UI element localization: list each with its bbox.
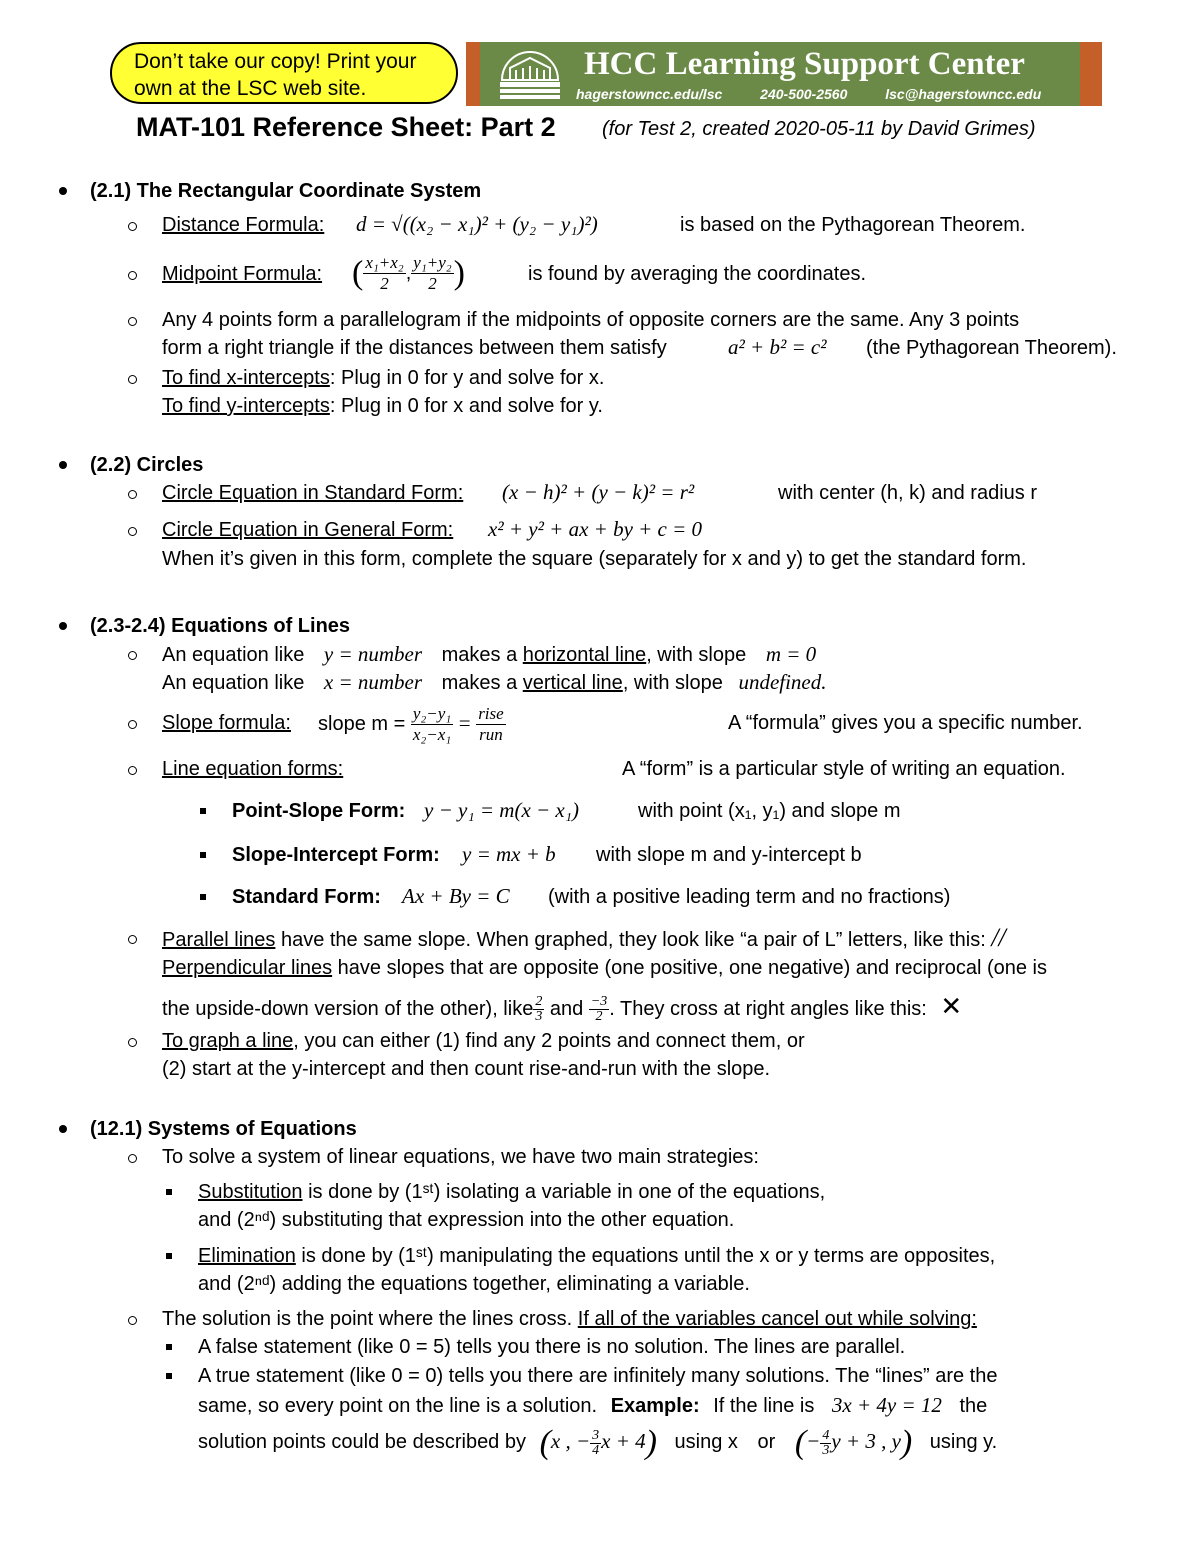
horizontal-text-a: An equation like xyxy=(162,644,305,666)
solution-x-numerator: 3 xyxy=(592,1427,600,1443)
slope-formula: slope m = $\frac{\text{y₂−y₁}}{\text{x₂−x₁}}$ = $\frac{\text{rise}}{\text{run}}$ xyxy=(318,704,504,745)
true-statement-line1: A true statement (like 0 = 0) tells you there are infinitely many solutions. The “lines” are the xyxy=(198,1365,998,1387)
solution-y-suffix: y + 3 , y xyxy=(831,1429,901,1453)
bullet-icon xyxy=(59,187,67,195)
lsc-website[interactable]: hagerstowncc.edu/lsc xyxy=(576,86,723,102)
using-x-text: using x xyxy=(674,1431,738,1453)
distance-formula: d = √((x₂ − x₁)² + (y₂ − y₁)²) xyxy=(356,212,598,236)
true-statement-text: same, so every point on the line is a solution. xyxy=(198,1395,598,1417)
circle-bullet-icon xyxy=(128,527,137,536)
bullet-icon xyxy=(59,622,67,630)
false-statement-text: A false statement (like 0 = 5) tells you there is no solution. The lines are parallel. xyxy=(198,1336,906,1358)
distance-formula-label: Distance Formula: xyxy=(162,214,325,236)
midpoint-y-fraction xyxy=(411,253,453,294)
slope-intercept-note: with slope m and y-intercept b xyxy=(596,844,862,866)
solution-point-x: (x , − $\frac{3}{4}$ x + 4) xyxy=(539,1424,657,1462)
circle-standard-label: Circle Equation in Standard Form: xyxy=(162,482,464,504)
graph-line-row xyxy=(162,1029,805,1053)
true-statement-line3 xyxy=(198,1418,997,1465)
lsc-email[interactable]: lsc@hagerstowncc.edu xyxy=(885,86,1042,102)
substitution-row xyxy=(198,1180,825,1204)
circle-bullet-icon xyxy=(128,1038,137,1047)
midpoint-x-fraction xyxy=(363,253,405,294)
point-slope-equation: y − y₁ = m(x − x₁) xyxy=(424,798,580,822)
college-seal-icon xyxy=(496,46,564,102)
solution-row xyxy=(162,1307,977,1331)
line-forms-note: A “form” is a particular style of writing an equation. xyxy=(622,758,1066,780)
substitution-text2: and (2ⁿᵈ) substituting that expression into the other equation. xyxy=(198,1209,735,1231)
section-heading-12-1: (12.1) Systems of Equations xyxy=(90,1118,357,1140)
solution-x-fraction xyxy=(590,1429,601,1458)
elimination-term: Elimination xyxy=(198,1245,296,1267)
perpendicular-lines-text: have slopes that are opposite (one positive, one negative) and reciprocal (one is xyxy=(337,957,1047,979)
example-text-end: the xyxy=(959,1395,988,1417)
circle-general-label: Circle Equation in General Form: xyxy=(162,519,454,541)
rise-run-fraction xyxy=(476,704,506,745)
circle-general-equation: x² + y² + ax + by + c = 0 xyxy=(488,517,703,541)
paren-left: ( xyxy=(352,254,364,292)
slope-intercept-label: Slope-Intercept Form: xyxy=(232,844,440,866)
circle-bullet-icon xyxy=(128,720,137,729)
standard-form-label: Standard Form: xyxy=(232,886,381,908)
circle-bullet-icon xyxy=(128,222,137,231)
example-label: Example: xyxy=(610,1395,700,1417)
copy-notice-banner xyxy=(110,42,458,104)
lsc-name: HCC Learning Support Center xyxy=(584,46,1025,82)
vertical-text-b: makes a xyxy=(441,672,518,694)
midpoint-x-denominator: 2 xyxy=(380,274,389,294)
run-denominator: run xyxy=(479,725,503,745)
solution-x-prefix: x , − xyxy=(550,1429,591,1453)
vertical-slope: undefined. xyxy=(738,670,827,694)
copy-notice-line2: own at the LSC web site. xyxy=(134,77,367,100)
section-heading-2-1: (2.1) The Rectangular Coordinate System xyxy=(90,180,482,202)
horizontal-text-c: , with slope xyxy=(646,644,747,666)
slope-formula-prefix: slope m = xyxy=(318,713,406,735)
vertical-text-c: , with slope xyxy=(622,672,723,694)
solution-x-denominator: 4 xyxy=(592,1442,600,1458)
midpoint-formula-label: Midpoint Formula: xyxy=(162,263,323,285)
section-heading-2-3: (2.3-2.4) Equations of Lines xyxy=(90,615,351,637)
square-bullet-icon xyxy=(200,808,206,814)
parallelogram-text-line2b: (the Pythagorean Theorem). xyxy=(866,337,1117,359)
midpoint-x-numerator: x₁+x₂ xyxy=(365,253,404,273)
standard-form-equation: Ax + By = C xyxy=(402,884,510,908)
circle-bullet-icon xyxy=(128,935,137,944)
x-intercepts-text: : Plug in 0 for y and solve for x. xyxy=(329,367,605,389)
page-title: MAT-101 Reference Sheet: Part 2 xyxy=(136,112,556,142)
perp-fraction2-denominator: 2 xyxy=(595,1009,603,1025)
horizontal-equation: y = number xyxy=(323,642,423,666)
graph-line-text2: (2) start at the y-intercept and then count rise-and-run with the slope. xyxy=(162,1058,771,1080)
elimination-row xyxy=(198,1244,995,1268)
perpendicular-example-text-b: . They cross at right angles like this: xyxy=(609,998,927,1020)
parallel-lines-row xyxy=(162,923,1006,952)
solution-text: The solution is the point where the lines cross. xyxy=(162,1308,573,1330)
cancel-out-term: If all of the variables cancel out while solving: xyxy=(577,1308,977,1330)
parallel-lines-term: Parallel lines xyxy=(162,929,276,951)
banner-accent-left xyxy=(466,42,480,106)
perpendicular-lines-term: Perpendicular lines xyxy=(162,957,333,979)
vertical-equation: x = number xyxy=(323,670,423,694)
or-text: or xyxy=(757,1431,776,1453)
square-bullet-icon xyxy=(200,852,206,858)
perpendicular-cross-icon: ✕ xyxy=(940,991,963,1021)
lsc-contacts xyxy=(576,86,1075,102)
solution-points-text: solution points could be described by xyxy=(198,1431,526,1453)
using-y-text: using y. xyxy=(929,1431,998,1453)
lsc-phone: 240-500-2560 xyxy=(760,86,848,102)
rise-numerator: rise xyxy=(478,704,504,724)
slope-fraction xyxy=(411,704,453,745)
point-slope-label: Point-Slope Form: xyxy=(232,800,406,822)
square-bullet-icon xyxy=(166,1373,172,1379)
graph-line-term: To graph a line xyxy=(162,1030,294,1052)
banner-accent-right xyxy=(1080,42,1102,106)
circle-standard-equation: (x − h)² + (y − k)² = r² xyxy=(502,480,695,504)
distance-formula-note: is based on the Pythagorean Theorem. xyxy=(680,214,1026,236)
circle-bullet-icon xyxy=(128,490,137,499)
vertical-line-term: vertical line xyxy=(522,672,623,694)
circle-bullet-icon xyxy=(128,766,137,775)
example-equation: 3x + 4y = 12 xyxy=(831,1393,942,1417)
square-bullet-icon xyxy=(200,894,206,900)
horizontal-line-row xyxy=(162,642,816,667)
x-intercepts-row xyxy=(162,366,604,390)
horizontal-line-term: horizontal line xyxy=(522,644,647,666)
x-intercepts-label: To find x-intercepts xyxy=(162,367,330,389)
lsc-header-banner xyxy=(466,42,1102,106)
circle-bullet-icon xyxy=(128,1154,137,1163)
parallelogram-text-line2a: form a right triangle if the distances between them satisfy xyxy=(162,337,667,359)
circle-standard-note: with center (h, k) and radius r xyxy=(778,482,1037,504)
point-slope-note: with point (x₁, y₁) and slope m xyxy=(638,800,901,822)
circle-bullet-icon xyxy=(128,317,137,326)
vertical-line-row xyxy=(162,670,827,695)
solution-y-denominator: 3 xyxy=(822,1442,830,1458)
true-statement-line2 xyxy=(198,1393,987,1418)
square-bullet-icon xyxy=(166,1189,172,1195)
perpendicular-lines-row xyxy=(162,956,1047,980)
graph-line-text: , you can either (1) find any 2 points and connect them, or xyxy=(293,1030,805,1052)
midpoint-y-numerator: y₁+y₂ xyxy=(413,253,452,273)
vertical-text-a: An equation like xyxy=(162,672,305,694)
y-intercepts-text: : Plug in 0 for x and solve for y. xyxy=(329,395,603,417)
perp-fraction1-numerator: 2 xyxy=(535,994,543,1010)
perp-fraction1-denominator: 3 xyxy=(535,1009,543,1025)
solution-point-y: (− $\frac{4}{3}$ y + 3 , y) xyxy=(794,1424,913,1462)
solution-y-prefix: − xyxy=(806,1429,821,1453)
square-bullet-icon xyxy=(166,1344,172,1350)
circle-general-note: When it’s given in this form, complete the square (separately for x and y) to get the standard form. xyxy=(162,548,1027,570)
elimination-text2: and (2ⁿᵈ) adding the equations together, eliminating a variable. xyxy=(198,1273,750,1295)
solution-x-suffix: x + 4 xyxy=(601,1429,646,1453)
horizontal-slope: m = 0 xyxy=(765,642,817,666)
parallel-lines-text: have the same slope. When graphed, they look like “a pair of L” letters, like this: xyxy=(280,929,986,951)
y-intercepts-label: To find y-intercepts xyxy=(162,395,330,417)
slope-formula-note: A “formula” gives you a specific number. xyxy=(728,712,1083,734)
solution-y-fraction xyxy=(820,1429,831,1458)
substitution-term: Substitution xyxy=(198,1181,303,1203)
paren-right: ) xyxy=(453,254,465,292)
pythagorean-equation: a² + b² = c² xyxy=(728,335,827,359)
circle-bullet-icon xyxy=(128,1316,137,1325)
copy-notice-line1: Don’t take our copy! Print your xyxy=(134,50,417,73)
midpoint-formula: ( $\frac{\text{x₁+x₂}}{2}$ , $\frac{\text{y₁+y₂}}{2}$ ) xyxy=(352,253,465,294)
line-forms-label: Line equation forms: xyxy=(162,758,344,780)
standard-form-note: (with a positive leading term and no fractions) xyxy=(548,886,951,908)
circle-bullet-icon xyxy=(128,271,137,280)
slope-intercept-equation: y = mx + b xyxy=(462,842,556,866)
slope-numerator: y₂−y₁ xyxy=(412,704,452,724)
page-subtitle: (for Test 2, created 2020-05-11 by David Grimes) xyxy=(602,118,1036,140)
slope-denominator: x₂−x₁ xyxy=(412,725,452,745)
midpoint-formula-note: is found by averaging the coordinates. xyxy=(528,263,866,285)
perpendicular-example-row xyxy=(162,984,962,1031)
perpendicular-and: and xyxy=(549,998,584,1020)
substitution-text1: is done by (1ˢᵗ) isolating a variable in one of the equations, xyxy=(308,1181,826,1203)
section-heading-2-2: (2.2) Circles xyxy=(90,454,204,476)
midpoint-y-denominator: 2 xyxy=(428,274,437,294)
parallel-lines-icon: // xyxy=(991,923,1006,952)
horizontal-text-b: makes a xyxy=(441,644,518,666)
systems-intro: To solve a system of linear equations, we have two main strategies: xyxy=(162,1146,759,1168)
bullet-icon xyxy=(59,461,67,469)
parallelogram-text-line1: Any 4 points form a parallelogram if the midpoints of opposite corners are the same. Any 3 points xyxy=(162,309,1020,331)
perpendicular-fraction-2 xyxy=(589,995,609,1024)
circle-bullet-icon xyxy=(128,651,137,660)
elimination-text1: is done by (1ˢᵗ) manipulating the equations until the x or y terms are opposites, xyxy=(301,1245,996,1267)
square-bullet-icon xyxy=(166,1253,172,1259)
solution-y-numerator: 4 xyxy=(822,1427,830,1443)
example-text: If the line is xyxy=(713,1395,815,1417)
y-intercepts-row xyxy=(162,394,603,418)
bullet-icon xyxy=(59,1125,67,1133)
circle-bullet-icon xyxy=(128,375,137,384)
perpendicular-example-text: the upside-down version of the other), like xyxy=(162,998,534,1020)
slope-formula-label: Slope formula: xyxy=(162,712,291,734)
perp-fraction2-numerator: −3 xyxy=(590,994,608,1010)
perpendicular-fraction-1 xyxy=(533,995,544,1024)
